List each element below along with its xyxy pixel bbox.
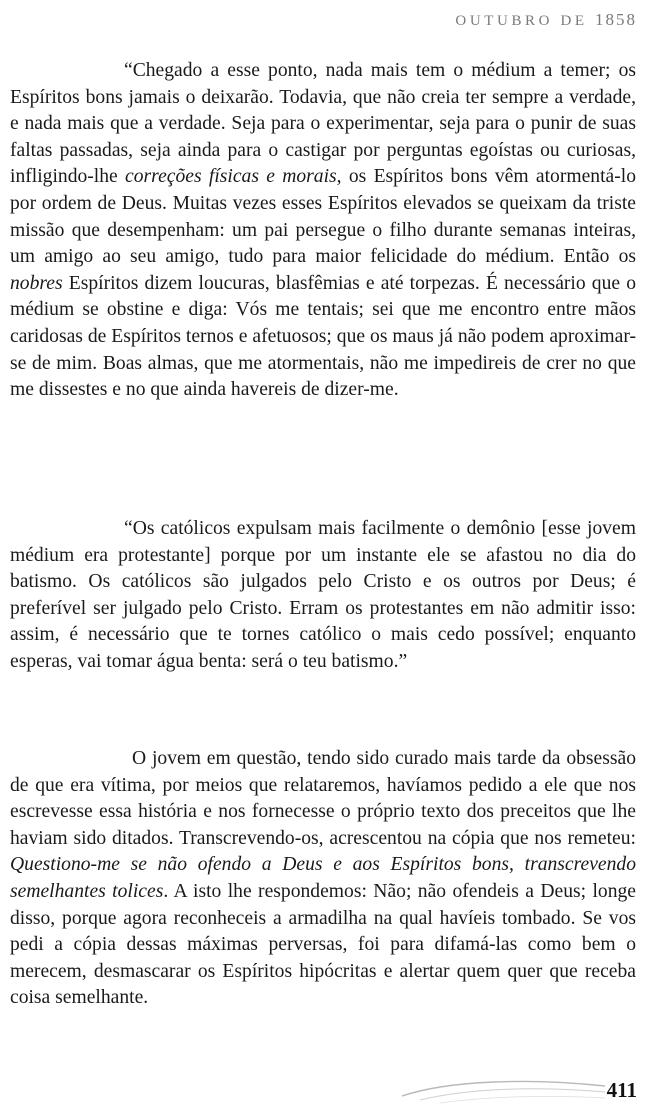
paragraph-1-text-a: “Chegado a esse ponto, nada mais tem o médium a temer; os Espíritos bons jamais o deixarão. Todavia, que não creia ter sempre a verdade, e nada mais que a verdade. Seja para o experimentar, seja para o punir de suas faltas passadas, seja ainda para o castigar por perguntas egoístas ou curiosas, infligindo-lhe (10, 60, 636, 188)
paragraph-1 (10, 58, 636, 404)
header-year: 1858 (595, 10, 637, 29)
paragraph-2 (10, 516, 636, 676)
paragraph-2-text: “Os católicos expulsam mais facilmente o demônio [esse jovem médium era protestante] porque por um instante ele se afastou no dia do batismo. Os católicos são julgados pelo Cristo e os outros por Deus; é preferível ser julgado pelo Cristo. Erram os protestantes em não admitir isso: assim, é necessário que te tornes católico o mais cedo possível; enquanto esperas, vai tomar água benta: será o teu batismo.” (10, 518, 636, 672)
running-header (455, 10, 637, 30)
paragraph-1-italic-b: nobres (10, 272, 63, 294)
header-month: OUTUBRO DE (455, 13, 588, 29)
page-number: 411 (606, 1078, 637, 1102)
paragraph-3 (10, 746, 636, 1012)
paragraph-3-text-a: O jovem em questão, tendo sido curado mais tarde da obsessão de que era vítima, por meios que relataremos, havíamos pedido a ele que nos escrevesse essa história e nos fornecesse o próprio texto dos preceitos que lhe haviam sido ditados. Transcrevendo-os, acrescentou na cópia que nos remeteu: (10, 748, 636, 849)
paragraph-1-text-b: , os Espíritos bons vêm atormentá-lo por ordem de Deus. Muitas vezes esses Espíritos elevados se queixam da triste missão que desempenham: um pai persegue o filho durante semanas inteiras, um amigo ao seu amigo, tudo para maior felicidade do médium. Então os (10, 166, 636, 268)
paragraph-3-text-b: . A isto lhe respondemos: Não; não ofendeis a Deus; longe disso, porque agora reconheceis a armadilha na qual havíeis tombado. Se vos pedi a cópia dessas máximas perversas, foi para difamá-las como bem o merecem, desmascarar os Espíritos hipócritas e alertar quem quer que receba coisa semelhante. (10, 880, 636, 1009)
paragraph-1-text-c: Espíritos dizem loucuras, blasfêmias e até torpezas. É necessário que o médium se obstine e diga: Vós me tentais; sei que me encontro entre mãos caridosas de Espíritos ternos e afetuosos; que os maus já não podem aproximar-se de mim. Boas almas, que me atormentais, não me impedireis de crer no que me dissestes e no que ainda havereis de dizer-me. (10, 272, 636, 401)
paragraph-3-italic: Questiono-me se não ofendo a Deus e aos Espíritos bons, transcrevendo semelhantes tolices (10, 854, 636, 902)
paragraph-1-italic-a: correções físicas e morais (125, 166, 337, 188)
footer-swoosh-ornament (400, 1074, 610, 1104)
